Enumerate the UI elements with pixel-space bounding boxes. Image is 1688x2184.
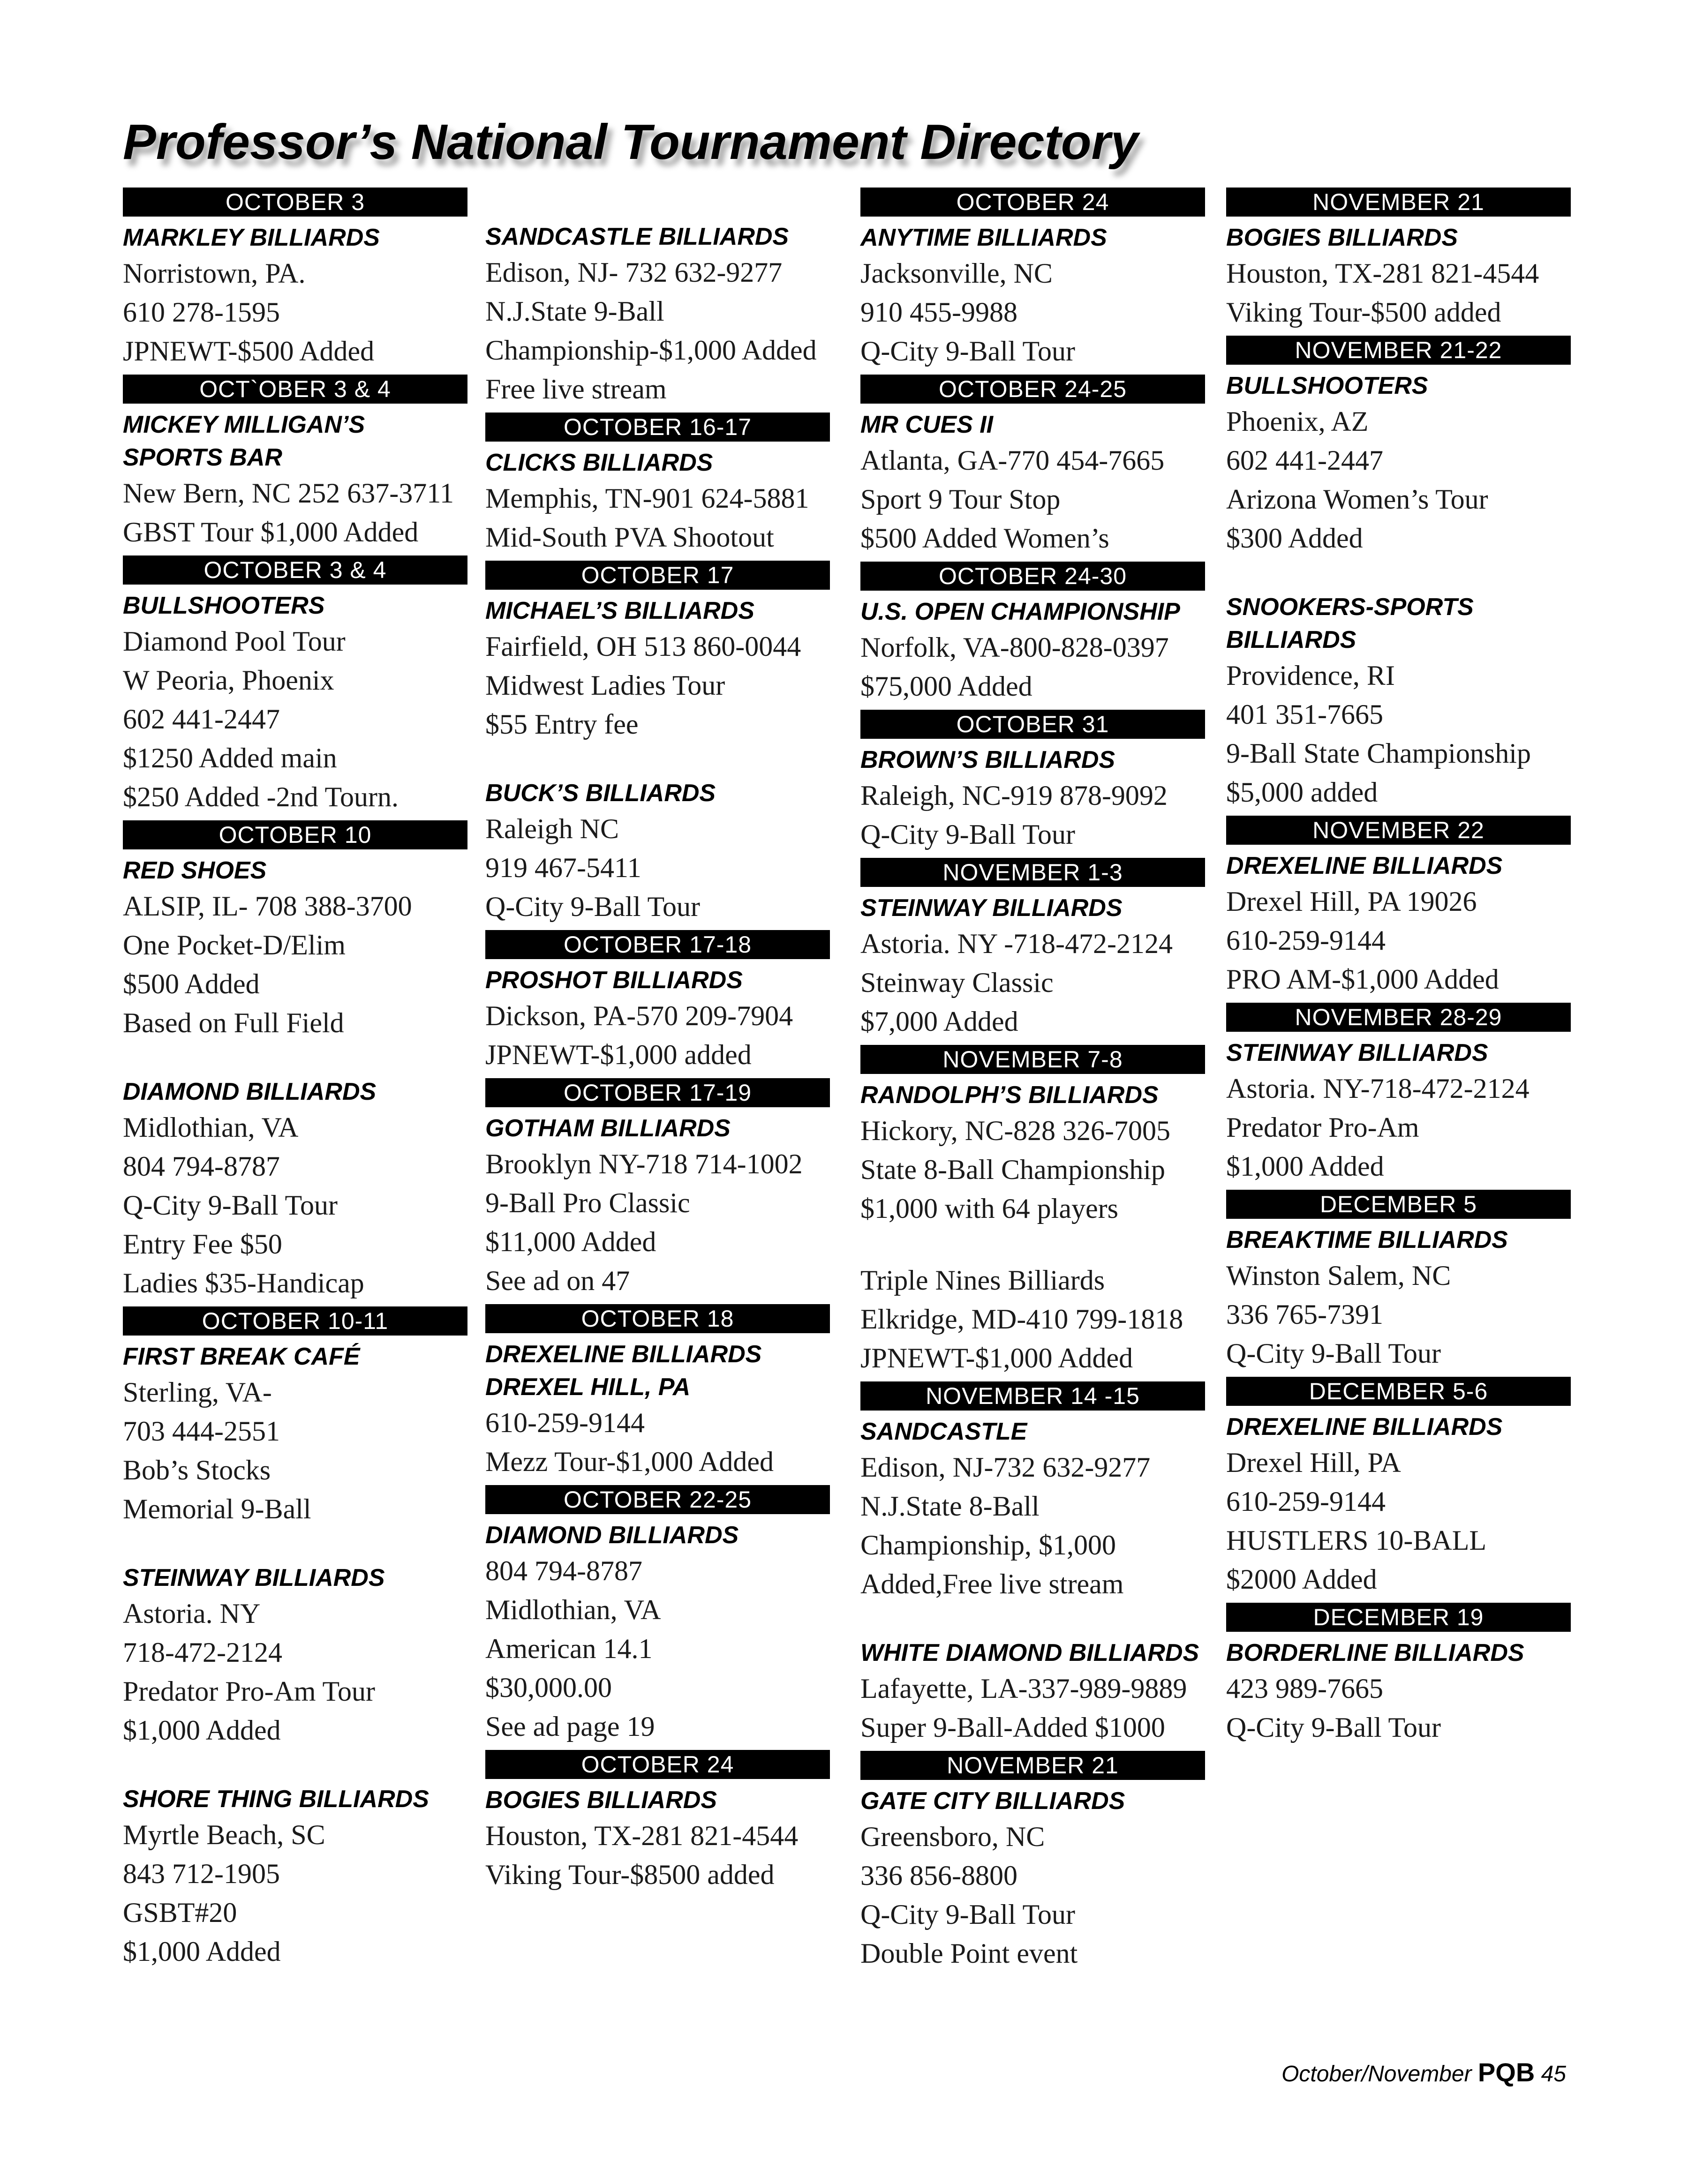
footer-page-number: 45 xyxy=(1541,2062,1566,2086)
date-header: OCTOBER 24 xyxy=(485,1750,830,1779)
venue-name: CLICKS BILLIARDS xyxy=(485,449,713,476)
event-detail-line: 919 467-5411 xyxy=(485,852,641,883)
event-detail-line: JPNEWT-$500 Added xyxy=(123,336,375,367)
venue-name: MR CUES II xyxy=(860,411,994,438)
date-header: OCTOBER 17-18 xyxy=(485,930,830,959)
date-header: OCTOBER 10-11 xyxy=(123,1306,467,1336)
date-header: OCT`OBER 3 & 4 xyxy=(123,375,467,404)
event-detail-line: $1,000 Added xyxy=(123,1715,281,1746)
event-detail-line: 423 989-7665 xyxy=(1226,1673,1383,1704)
event-detail-line: Raleigh NC xyxy=(485,813,619,844)
event-detail-line: Bob’s Stocks xyxy=(123,1455,271,1486)
event-detail-line: 336 765-7391 xyxy=(1226,1299,1383,1330)
event-detail-line: 336 856-8800 xyxy=(860,1860,1017,1891)
date-header: NOVEMBER 21 xyxy=(1226,188,1571,217)
event-detail-line: Q-City 9-Ball Tour xyxy=(860,336,1075,367)
event-detail-line: Astoria. NY -718-472-2124 xyxy=(860,928,1173,959)
date-header: OCTOBER 31 xyxy=(860,710,1205,739)
venue-name: RED SHOES xyxy=(123,857,267,884)
event-detail-line: See ad page 19 xyxy=(485,1711,655,1742)
event-detail-line: Drexel Hill, PA xyxy=(1226,1447,1401,1478)
venue-name: BULLSHOOTERS xyxy=(123,592,325,619)
event-detail-line: Elkridge, MD-410 799-1818 xyxy=(860,1304,1183,1335)
venue-name: BULLSHOOTERS xyxy=(1226,372,1428,399)
event-detail-line: American 14.1 xyxy=(485,1633,653,1664)
event-detail-line: Midwest Ladies Tour xyxy=(485,670,725,701)
event-detail-line: Midlothian, VA xyxy=(485,1594,661,1625)
event-detail-line: New Bern, NC 252 637-3711 xyxy=(123,478,454,509)
event-detail-line: JPNEWT-$1,000 added xyxy=(485,1039,752,1070)
event-detail-line: $300 Added xyxy=(1226,523,1363,554)
venue-name: STEINWAY BILLIARDS xyxy=(123,1564,385,1591)
event-detail-line: 610-259-9144 xyxy=(1226,1486,1386,1517)
event-detail-line: State 8-Ball Championship xyxy=(860,1154,1165,1185)
event-detail-line: $7,000 Added xyxy=(860,1006,1018,1037)
event-detail-line: 804 794-8787 xyxy=(123,1151,280,1182)
event-detail-line: 804 794-8787 xyxy=(485,1555,642,1586)
page-footer xyxy=(1281,2057,1566,2087)
event-detail-line: GSBT#20 xyxy=(123,1897,237,1928)
date-header: OCTOBER 18 xyxy=(485,1304,830,1333)
venue-name: SNOOKERS-SPORTS BILLIARDS xyxy=(1226,593,1474,653)
event-detail-line: Q-City 9-Ball Tour xyxy=(1226,1338,1441,1369)
venue-name: MICHAEL’S BILLIARDS xyxy=(485,597,754,624)
venue-name: WHITE DIAMOND BILLIARDS xyxy=(860,1639,1199,1666)
date-header: DECEMBER 5-6 xyxy=(1226,1377,1571,1406)
venue-name: SANDCASTLE BILLIARDS xyxy=(485,223,789,250)
event-detail-line: Based on Full Field xyxy=(123,1007,344,1038)
event-detail-line: Myrtle Beach, SC xyxy=(123,1819,325,1850)
venue-name: MARKLEY BILLIARDS xyxy=(123,224,380,251)
event-detail-line: W Peoria, Phoenix xyxy=(123,665,334,696)
event-detail-line: 610 278-1595 xyxy=(123,297,280,328)
event-detail-line: GBST Tour $1,000 Added xyxy=(123,517,419,548)
event-detail-line: See ad on 47 xyxy=(485,1265,630,1296)
venue-name: BROWN’S BILLIARDS xyxy=(860,746,1115,773)
event-detail-line: Astoria. NY-718-472-2124 xyxy=(1226,1073,1530,1104)
event-detail-line: Norfolk, VA-800-828-0397 xyxy=(860,632,1169,663)
date-header: OCTOBER 22-25 xyxy=(485,1485,830,1514)
event-detail-line: 610-259-9144 xyxy=(485,1407,645,1438)
event-detail-line: ALSIP, IL- 708 388-3700 xyxy=(123,891,412,922)
event-detail-line: N.J.State 9-Ball xyxy=(485,296,664,327)
venue-name: U.S. OPEN CHAMPIONSHIP xyxy=(860,598,1180,625)
event-detail-line: Entry Fee $50 xyxy=(123,1229,282,1260)
footer-brand: PQB xyxy=(1477,2057,1535,2087)
event-detail-line: Houston, TX-281 821-4544 xyxy=(1226,258,1539,289)
event-detail-line: Diamond Pool Tour xyxy=(123,626,346,657)
event-detail-line: Mezz Tour-$1,000 Added xyxy=(485,1446,774,1477)
event-detail-line: Sport 9 Tour Stop xyxy=(860,484,1061,515)
event-detail-line: 401 351-7665 xyxy=(1226,699,1383,730)
event-detail-line: Edison, NJ-732 632-9277 xyxy=(860,1452,1151,1483)
venue-name: GOTHAM BILLIARDS xyxy=(485,1115,731,1142)
page-title: Professor’s National Tournament Directory xyxy=(123,114,1138,170)
event-detail-line: Super 9-Ball-Added $1000 xyxy=(860,1712,1165,1743)
event-detail-line: $30,000.00 xyxy=(485,1672,612,1703)
event-detail-line: PRO AM-$1,000 Added xyxy=(1226,964,1499,995)
event-detail-line: Memphis, TN-901 624-5881 xyxy=(485,483,809,514)
date-header: OCTOBER 10 xyxy=(123,820,467,849)
event-detail-line: Viking Tour-$500 added xyxy=(1226,297,1501,328)
event-detail-line: 9-Ball Pro Classic xyxy=(485,1187,690,1218)
directory-column-1 xyxy=(123,188,467,1971)
venue-name: GATE CITY BILLIARDS xyxy=(860,1787,1125,1815)
event-detail-line: Championship, $1,000 xyxy=(860,1530,1116,1561)
event-detail-line: Steinway Classic xyxy=(860,967,1054,998)
directory-column-4 xyxy=(1226,188,1571,1747)
venue-name: DREXELINE BILLIARDS xyxy=(1226,852,1503,879)
event-detail-line: $1,000 Added xyxy=(123,1936,281,1967)
event-detail-line: One Pocket-D/Elim xyxy=(123,930,346,961)
event-detail-line: Astoria. NY xyxy=(123,1598,261,1629)
event-detail-line: $2000 Added xyxy=(1226,1564,1377,1595)
venue-name: DIAMOND BILLIARDS xyxy=(485,1522,739,1549)
event-detail-line: 703 444-2551 xyxy=(123,1416,280,1447)
venue-name: STEINWAY BILLIARDS xyxy=(860,894,1123,922)
date-header: NOVEMBER 1-3 xyxy=(860,858,1205,887)
event-detail-line: Dickson, PA-570 209-7904 xyxy=(485,1000,793,1031)
event-detail-line: $75,000 Added xyxy=(860,671,1032,702)
venue-name: BUCK’S BILLIARDS xyxy=(485,780,716,807)
date-header: OCTOBER 3 xyxy=(123,188,467,217)
event-detail-line: 602 441-2447 xyxy=(123,704,280,735)
event-detail-line: 718-472-2124 xyxy=(123,1637,282,1668)
venue-name: DREXELINE BILLIARDS DREXEL HILL, PA xyxy=(485,1341,762,1401)
venue-name: MICKEY MILLIGAN’S SPORTS BAR xyxy=(123,411,365,471)
event-detail-line: Greensboro, NC xyxy=(860,1821,1045,1852)
event-detail-line: Arizona Women’s Tour xyxy=(1226,484,1488,515)
event-detail-line: $5,000 added xyxy=(1226,777,1378,808)
event-detail-line: Q-City 9-Ball Tour xyxy=(1226,1712,1441,1743)
date-header: OCTOBER 16-17 xyxy=(485,413,830,442)
event-detail-line: Norristown, PA. xyxy=(123,258,306,289)
event-detail-line: Atlanta, GA-770 454-7665 xyxy=(860,445,1165,476)
directory-column-2 xyxy=(485,188,830,1894)
venue-name: BORDERLINE BILLIARDS xyxy=(1226,1639,1524,1666)
event-detail-line: Phoenix, AZ xyxy=(1226,406,1369,437)
date-header: OCTOBER 17 xyxy=(485,561,830,590)
event-detail-line: Free live stream xyxy=(485,374,667,405)
venue-name: DREXELINE BILLIARDS xyxy=(1226,1413,1503,1441)
event-detail-line: Double Point event xyxy=(860,1938,1078,1969)
date-header: NOVEMBER 22 xyxy=(1226,816,1571,845)
directory-column-3 xyxy=(860,188,1205,1973)
date-header: NOVEMBER 14 -15 xyxy=(860,1381,1205,1411)
event-detail-line: Houston, TX-281 821-4544 xyxy=(485,1820,799,1851)
event-detail-line: Jacksonville, NC xyxy=(860,258,1053,289)
event-detail-line: Q-City 9-Ball Tour xyxy=(123,1190,338,1221)
date-header: OCTOBER 17-19 xyxy=(485,1078,830,1107)
event-detail-line: 610-259-9144 xyxy=(1226,925,1386,956)
date-header: NOVEMBER 21-22 xyxy=(1226,336,1571,365)
venue-name: PROSHOT BILLIARDS xyxy=(485,967,743,994)
event-detail-line: Edison, NJ- 732 632-9277 xyxy=(485,257,783,288)
event-detail-line: Raleigh, NC-919 878-9092 xyxy=(860,780,1168,811)
date-header: NOVEMBER 7-8 xyxy=(860,1045,1205,1074)
event-detail-line: Mid-South PVA Shootout xyxy=(485,522,774,553)
venue-name: BOGIES BILLIARDS xyxy=(1226,224,1458,251)
event-detail-line: $55 Entry fee xyxy=(485,709,639,740)
event-detail-line: Predator Pro-Am Tour xyxy=(123,1676,375,1707)
event-detail-line: Drexel Hill, PA 19026 xyxy=(1226,886,1477,917)
date-header: OCTOBER 3 & 4 xyxy=(123,555,467,585)
event-detail-line: Winston Salem, NC xyxy=(1226,1260,1451,1291)
date-header: OCTOBER 24 xyxy=(860,188,1205,217)
event-detail-line: Memorial 9-Ball xyxy=(123,1494,311,1524)
date-header: OCTOBER 24-25 xyxy=(860,375,1205,404)
event-detail-line: 9-Ball State Championship xyxy=(1226,738,1531,769)
event-detail-line: Predator Pro-Am xyxy=(1226,1112,1419,1143)
date-header: NOVEMBER 28-29 xyxy=(1226,1003,1571,1032)
event-detail-line: Added,Free live stream xyxy=(860,1569,1124,1599)
event-detail-line: Triple Nines Billiards xyxy=(860,1265,1105,1296)
event-detail-line: Viking Tour-$8500 added xyxy=(485,1859,775,1890)
date-header: NOVEMBER 21 xyxy=(860,1751,1205,1780)
event-detail-line: JPNEWT-$1,000 Added xyxy=(860,1343,1133,1373)
venue-name: FIRST BREAK CAFÉ xyxy=(123,1343,360,1370)
venue-name: BREAKTIME BILLIARDS xyxy=(1226,1226,1508,1253)
event-detail-line: Midlothian, VA xyxy=(123,1112,299,1143)
event-detail-line: $250 Added -2nd Tourn. xyxy=(123,781,399,812)
event-detail-line: HUSTLERS 10-BALL xyxy=(1226,1525,1486,1556)
event-detail-line: N.J.State 8-Ball xyxy=(860,1491,1040,1522)
event-detail-line: Ladies $35-Handicap xyxy=(123,1268,364,1298)
event-detail-line: 602 441-2447 xyxy=(1226,445,1383,476)
event-detail-line: $11,000 Added xyxy=(485,1226,656,1257)
event-detail-line: $1,000 with 64 players xyxy=(860,1193,1118,1224)
date-header: DECEMBER 19 xyxy=(1226,1603,1571,1632)
event-detail-line: Brooklyn NY-718 714-1002 xyxy=(485,1148,803,1179)
event-detail-line: Providence, RI xyxy=(1226,660,1395,691)
event-detail-line: Championship-$1,000 Added xyxy=(485,335,817,366)
event-detail-line: 910 455-9988 xyxy=(860,297,1017,328)
event-detail-line: Q-City 9-Ball Tour xyxy=(860,819,1075,850)
venue-name: SANDCASTLE xyxy=(860,1418,1027,1445)
event-detail-line: $500 Added Women’s xyxy=(860,523,1109,554)
footer-issue: October/November xyxy=(1281,2062,1472,2086)
event-detail-line: Sterling, VA- xyxy=(123,1377,272,1408)
event-detail-line: 843 712-1905 xyxy=(123,1858,280,1889)
event-detail-line: Q-City 9-Ball Tour xyxy=(860,1899,1075,1930)
venue-name: ANYTIME BILLIARDS xyxy=(860,224,1107,251)
event-detail-line: $1250 Added main xyxy=(123,743,337,773)
venue-name: SHORE THING BILLIARDS xyxy=(123,1786,429,1813)
event-detail-line: $500 Added xyxy=(123,968,260,999)
date-header: DECEMBER 5 xyxy=(1226,1190,1571,1219)
date-header: OCTOBER 24-30 xyxy=(860,562,1205,591)
venue-name: BOGIES BILLIARDS xyxy=(485,1786,717,1814)
event-detail-line: Lafayette, LA-337-989-9889 xyxy=(860,1673,1187,1704)
event-detail-line: Hickory, NC-828 326-7005 xyxy=(860,1115,1171,1146)
venue-name: DIAMOND BILLIARDS xyxy=(123,1078,377,1105)
event-detail-line: $1,000 Added xyxy=(1226,1151,1384,1182)
venue-name: STEINWAY BILLIARDS xyxy=(1226,1039,1488,1066)
venue-name: RANDOLPH’S BILLIARDS xyxy=(860,1081,1159,1109)
event-detail-line: Fairfield, OH 513 860-0044 xyxy=(485,631,801,662)
event-detail-line: Q-City 9-Ball Tour xyxy=(485,891,700,922)
